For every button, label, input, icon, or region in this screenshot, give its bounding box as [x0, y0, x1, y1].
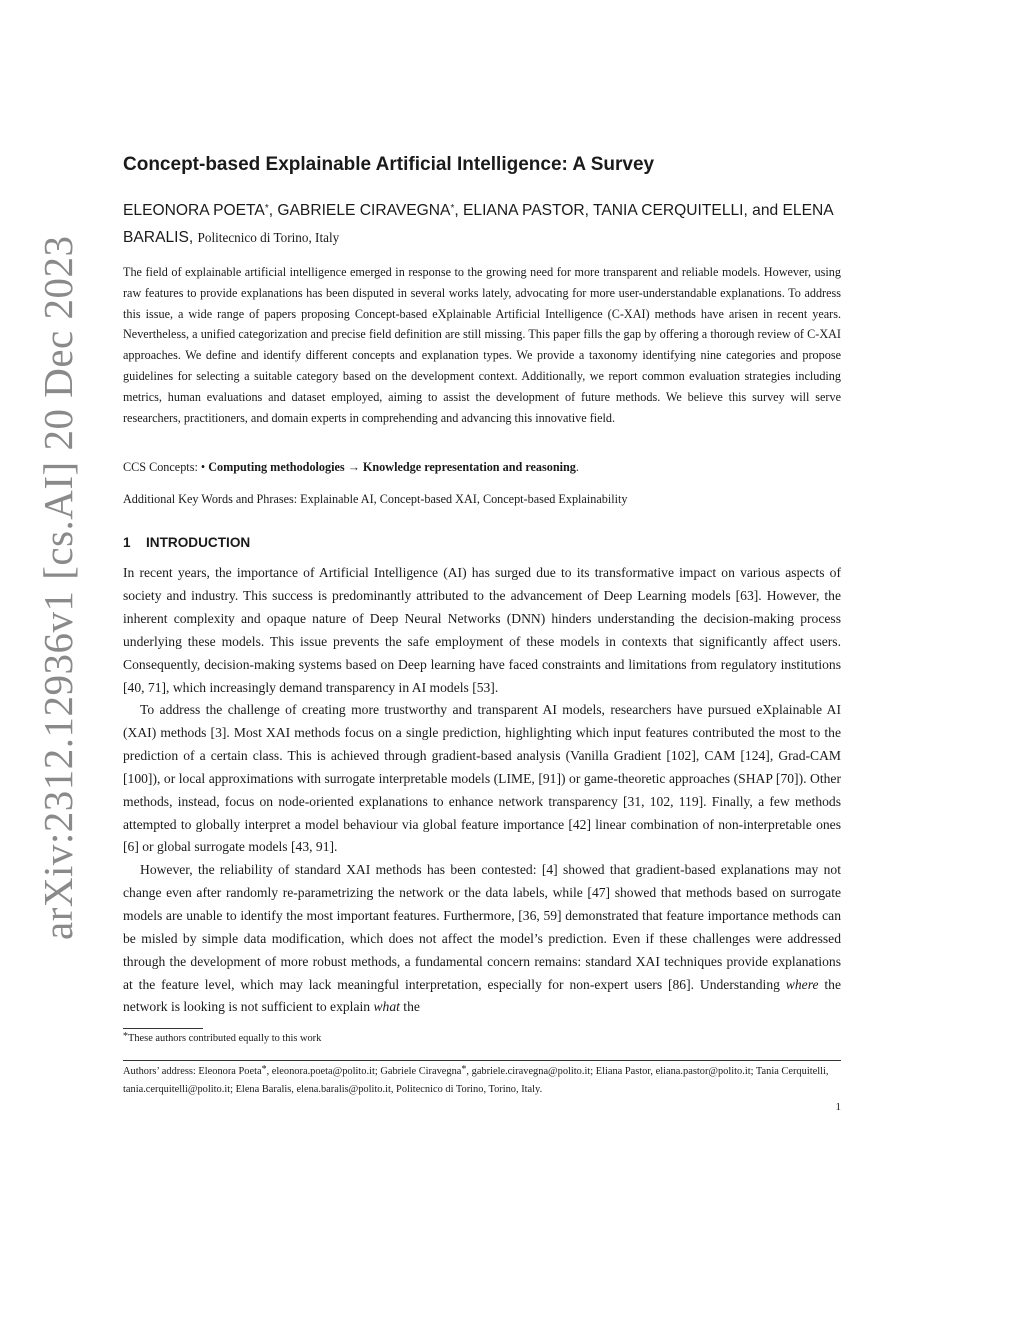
abstract: The field of explainable artificial intelligence emerged in response to the growing need for more transparent and reliable models. However, using raw features to provide explanations has been disputed in several works lately, advocating for more user-understandable explanations. To address this issue, a wide range of papers proposing Concept-based eXplainable Artificial Intelligence (C-XAI) methods have arisen in recent years. Nevertheless, a unified categorization and precise field definition are still missing. This paper fills the gap by offering a thorough review of C-XAI approaches. We define and identify different concepts and explanation types. We provide a taxonomy identifying nine categories and propose guidelines for selecting a suitable category based on the development context. Additionally, we report common evaluation strategies including metrics, human evaluations and dataset employed, aiming to assist the development of future methods. We believe this survey will serve researchers, practitioners, and domain experts in comprehending and advancing this innovative field.	[123, 265, 841, 425]
paper-title: Concept-based Explainable Artificial Intelligence: A Survey	[123, 154, 655, 175]
body-paragraph: In recent years, the importance of Artificial Intelligence (AI) has surged due to its transformative impact on various aspects of society and industry. This success is predominantly attributed to the advancement of Deep Learning models [63]. However, the inherent complexity and opaque nature of Deep Neural Networks (DNN) hinders understanding the decision-making process underlying these models. This issue prevents the safe employment of these models in contexts that significantly affect users. Consequently, decision-making systems based on Deep learning have faced constraints and limitations from regulatory institutions [40, 71], which increasingly demand transparency in AI models [53].	[123, 565, 841, 695]
author-name: GABRIELE CIRAVEGNA	[277, 202, 451, 219]
ccs-concepts	[123, 460, 579, 475]
emphasis-what: what	[373, 999, 400, 1015]
paragraph-text: However, the reliability of standard XAI methods has been contested: [4] showed that gradient-based explanations may not change even after randomly re-parametrizing the network or the data labels, while [47] showed that methods based on surrogate models are unable to identify the most important features. Furthermore, [36, 59] demonstrated that feature importance methods can be misled by simple data modification, which does not affect the model’s prediction. Even if these challenges were addressed through the development of more robust methods, a fundamental concern remains: standard XAI techniques provide explanations at the feature level, which may lack meaningful interpretation, especially for non-expert users [86]. Understanding	[123, 862, 841, 992]
section-title: INTRODUCTION	[146, 535, 251, 550]
body-paragraph	[123, 859, 841, 1019]
paragraph-text: the	[399, 999, 420, 1015]
section-number: 1	[123, 535, 131, 550]
footnote-divider	[123, 1028, 203, 1029]
address-mark: *	[461, 1064, 467, 1075]
address-divider	[123, 1060, 841, 1061]
author-separator: ,	[268, 202, 278, 219]
author-list	[123, 197, 863, 251]
footnote-mark: *	[123, 1031, 128, 1042]
address-text: , eleonora.poeta@polito.it; Gabriele Ciravegna	[266, 1066, 462, 1077]
ccs-concept-list: Computing methodologies → Knowledge representation and reasoning	[208, 460, 576, 474]
authors-address	[123, 1063, 853, 1099]
arxiv-identifier-stamp: arXiv:2312.12936v1 [cs.AI] 20 Dec 2023	[35, 235, 81, 940]
equal-contribution-mark: *	[450, 203, 455, 214]
author-name: ELEONORA POETA	[123, 202, 265, 219]
address-text: , gabriele.ciravegna@polito.it; Eliana Pastor, eliana.pastor@polito.it; Tania Cerquitelli, tania.cerquitelli@polito.it; Elena Baralis, elena.baralis@polito.it, Politecnico di Torino, Torino, Italy.	[123, 1066, 829, 1095]
page-number: 1	[835, 1101, 841, 1113]
ccs-label: CCS Concepts: •	[123, 460, 209, 474]
footnote-text: These authors contributed equally to this work	[128, 1033, 322, 1044]
footnote	[123, 1033, 321, 1044]
keywords: Additional Key Words and Phrases: Explainable AI, Concept-based XAI, Concept-based Explainability	[123, 492, 628, 506]
emphasis-where: where	[785, 976, 819, 992]
author-names-rest: , ELIANA PASTOR, TANIA CERQUITELLI, and ELENA BARALIS,	[123, 202, 833, 246]
equal-contribution-mark: *	[264, 203, 269, 214]
body-paragraph: To address the challenge of creating more trustworthy and transparent AI models, researchers have pursued eXplainable AI (XAI) methods [3]. Most XAI methods focus on a single prediction, highlighting which input features contributed the most to the prediction of a certain class. This is achieved through gradient-based analysis (Vanilla Gradient [102], CAM [124], Grad-CAM [100]), or local approximations with surrogate interpretable models (LIME, [91]) or game-theoretic approaches (SHAP [70]). Other methods, instead, focus on node-oriented explanations to enhance network transparency [31, 102, 119]. Finally, a few methods attempted to globally interpret a model behaviour via global feature importance [42] linear combination of non-interpretable ones [6] or global surrogate models [43, 91].	[123, 702, 841, 855]
paragraph-text: the network is looking is not sufficient to explain	[123, 976, 841, 1015]
ccs-end: .	[575, 460, 579, 474]
section-heading	[123, 535, 250, 550]
address-mark: *	[261, 1064, 267, 1075]
address-text: Authors’ address: Eleonora Poeta	[123, 1066, 262, 1077]
author-affiliation: Politecnico di Torino, Italy	[197, 230, 340, 245]
